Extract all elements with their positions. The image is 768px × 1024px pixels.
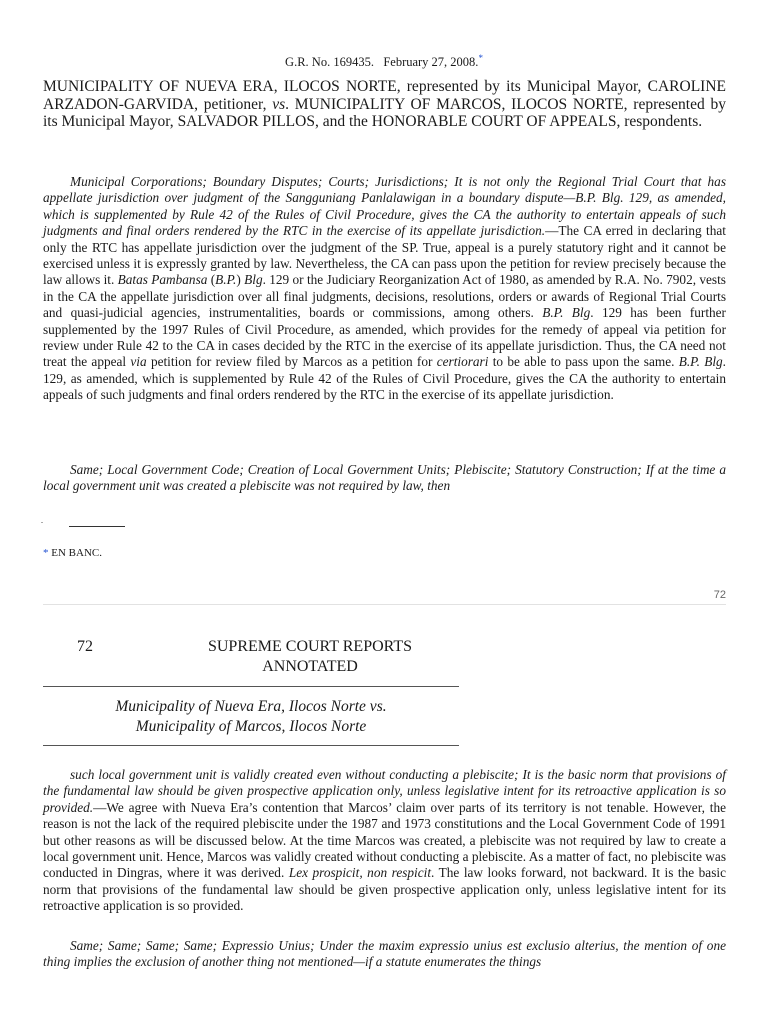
respondent-mayor: SALVADOR PILLOS: [177, 113, 315, 130]
case-parties: MUNICIPALITY OF NUEVA ERA, ILOCOS NORTE, represented by its Municipal Mayor, CAROLINE ARZADON-GARVIDA, petitioner, vs. MUNICIPALITY OF MARCOS, ILOCOS NORTE, represented by its Municipal Mayor, SALVADOR PILLOS, and the HONORABLE COURT OF APPEALS, respondents.: [43, 78, 726, 130]
footnote-dot: .: [41, 516, 43, 525]
syllabus-paragraph-3: Same; Same; Same; Same; Expressio Unius; Under the maxim expressio unius est exclusio alterius, the mention of one thing implies the exclusion of another thing not mentioned—if a statute enumerates the things: [43, 938, 726, 970]
respondent-court: HONORABLE COURT OF APPEALS: [371, 113, 617, 130]
footnote: [43, 546, 102, 560]
page-number: 72: [77, 638, 93, 655]
syllabus-paragraph-2-continued: such local government unit is validly created even without conducting a plebiscite; It is the basic norm that provisions of the fundamental law should be given prospective application only, unless legislative intent for its retroactive application is so provided.—We agree with Nueva Era’s contention that Marcos’ claim over parts of its territory is not tenable. However, the reason is not the lack of the required plebiscite under the 1987 and 1973 constitutions and the Local Government Code of 1991 but other reasons as will be discussed below. At the time Marcos was created, a plebiscite was not required by law to create a local government unit. Hence, Marcos was validly created without conducting a plebiscite. As a matter of fact, no plebiscite was conducted in Dingras, where it was derived. Lex prospicit, non respicit. The law looks forward, not backward. It is the basic norm that provisions of the fundamental law should be given prospective application only, unless legislative intent for its retroactive application is so provided.: [43, 767, 726, 914]
respondent-name: MUNICIPALITY OF MARCOS, ILOCOS NORTE: [294, 95, 624, 113]
header-rule-bottom: [43, 745, 459, 746]
running-title-line-1: Municipality of Nueva Era, Ilocos Norte vs.: [115, 698, 387, 715]
page-marker: 72: [713, 589, 726, 601]
petitioner-mayor: CAROLINE ARZADON-GARVIDA: [43, 78, 726, 113]
syllabus-heading: Municipal Corporations; Boundary Disputes; Courts; Jurisdictions; It is not only the Regional Trial Court that has appellate jurisdiction over judgment of the Sangguniang Panlalawigan in a boundary dispute—B.P. Blg. 129, as amended, which is supplemented by Rule 42 of the Rules of Civil Procedure, gives the CA the authority to entertain appeals of such judgments and final orders rendered by the RTC in the exercise of its appellate jurisdiction.: [43, 174, 726, 239]
syllabus-paragraph-2: Same; Local Government Code; Creation of Local Government Units; Plebiscite; Statutory Construction; If at the time a local government unit was created a plebiscite was not required by law, then: [43, 462, 726, 494]
case-number-line: [0, 50, 768, 70]
syllabus-paragraph-1: Municipal Corporations; Boundary Disputes; Courts; Jurisdictions; It is not only the Regional Trial Court that has appellate jurisdiction over judgment of the Sangguniang Panlalawigan in a boundary dispute—B.P. Blg. 129, as amended, which is supplemented by Rule 42 of the Rules of Civil Procedure, gives the CA the authority to entertain appeals of such judgments and final orders rendered by the RTC in the exercise of its appellate jurisdiction.—The CA erred in declaring that only the RTC has appellate jurisdiction over the judgment of the SP. True, appeal is a purely statutory right and it cannot be exercised unless it is expressly granted by law. Nevertheless, the CA can pass upon the petition for review precisely because the law allows it. Batas Pambansa (B.P.) Blg. 129 or the Judiciary Reorganization Act of 1980, as amended by R.A. No. 7902, vests in the CA the appellate jurisdiction over all final judgments, decisions, resolutions, orders or awards of Regional Trial Courts and quasi-judicial agencies, instrumentalities, boards or commissions, among others. B.P. Blg. 129 has been further supplemented by the 1997 Rules of Civil Procedure, as amended, which provides for the remedy of appeal via petition for review under Rule 42 to the CA in cases decided by the RTC in the exercise of its appellate jurisdiction. Thus, the CA need not treat the appeal via petition for review filed by Marcos as a petition for certiorari to be able to pass upon the same. B.P. Blg. 129, as amended, which is supplemented by Rule 42 of the Rules of Civil Procedure, gives the CA the authority to entertain appeals of such judgments and final orders rendered by the RTC in the exercise of its appellate jurisdiction.: [43, 174, 727, 403]
running-title-line-2: Municipality of Marcos, Ilocos Norte: [135, 718, 367, 735]
footnote-marker[interactable]: *: [43, 547, 49, 559]
petitioner-name: MUNICIPALITY OF NUEVA ERA, ILOCOS NORTE: [43, 78, 397, 95]
footnote-divider: [69, 526, 125, 527]
footnote-ref-link[interactable]: *: [478, 53, 483, 63]
reporter-title: SUPREME COURT REPORTS ANNOTATED: [207, 638, 413, 675]
header-rule-top: [43, 686, 459, 687]
running-title: [43, 697, 459, 737]
case-number: G.R. No. 169435. February 27, 2008.: [285, 55, 479, 70]
syllabus-heading: such local government unit is validly created even without conducting a plebiscite; It is the basic norm that provisions of the fundamental law should be given prospective application only, unless legislative intent for its retroactive application is so provided.: [43, 767, 726, 815]
page-separator: [43, 604, 726, 605]
versus-label: vs: [272, 95, 286, 113]
footnote-text: EN BANC.: [48, 547, 102, 559]
